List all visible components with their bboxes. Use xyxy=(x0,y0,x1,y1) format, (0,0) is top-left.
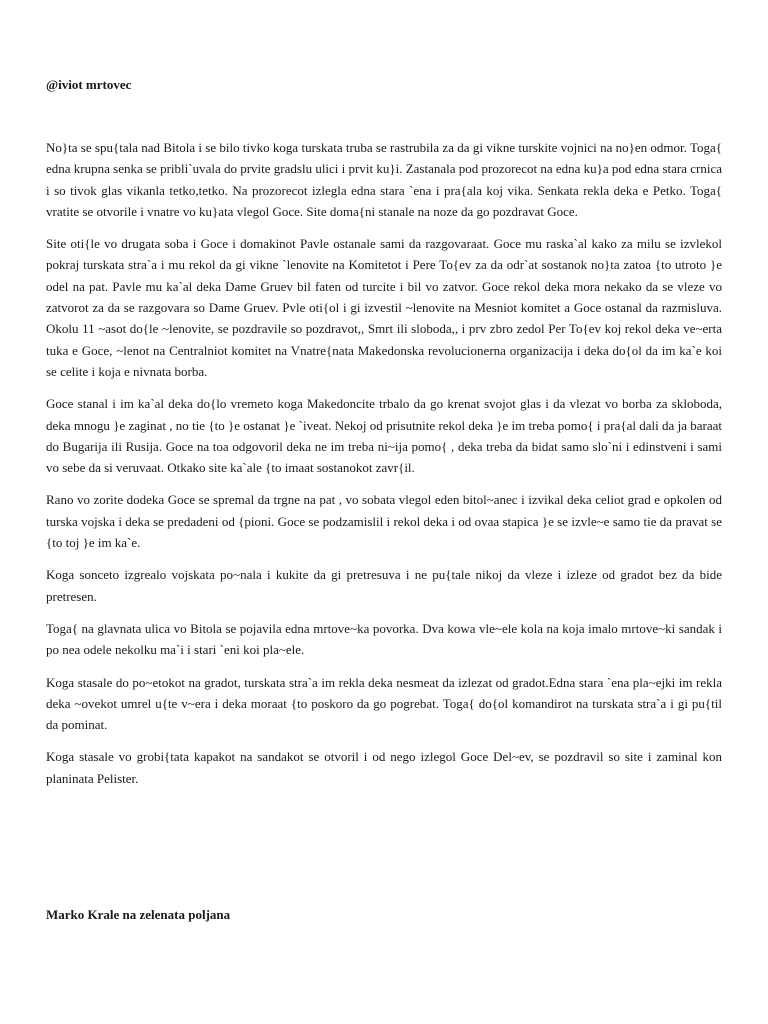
paragraph: Koga stasale vo grobi{tata kapakot na sandakot se otvoril i od nego izlegol Goce Del~ev, se pozdravil so site i zaminal kon planinata Pelister. xyxy=(46,749,722,786)
document-body xyxy=(46,137,722,800)
paragraph: Koga stasale do po~etokot na gradot, turskata stra`a im rekla deka nesmeat da izlezat od gradot.Edna stara `ena pla~ejki im rekla deka ~ovekot umrel u{te v~era i deka moraat {to poskoro da go pogrebat. Toga{ do{ol komandirot na turskata stra`a i gi pu{til da pominat. xyxy=(46,674,722,733)
section-heading: Marko Krale na zelenata poljana xyxy=(46,907,231,922)
paragraph: Goce stanal i im ka`al deka do{lo vremeto koga Makedoncite trbalo da go krenat svojot glas i da vlezat vo borba za skloboda, deka mnogu }e zaginat , no tie {to }e ostanat }e `iveat. Nekoj od prisutnite rekol deka }e im treba pomo{ i pra{al dali da ja baraat do Bugarija ili Rusija. Goce na toa odgovoril deka ne im treba ni~ija pomo{ , deka treba da bidat samo slo`ni i edinstveni i sami vo sebe da si veruvaat. Otkako site ka`ale {to imaat sostanokot zavr{il. xyxy=(46,396,722,476)
paragraph: No}ta se spu{tala nad Bitola i se bilo tivko koga turskata truba se rastrubila za da gi vikne turskite vojnici na no}en odmor. Toga{ edna krupna senka se pribli`uvala do prvite gradslu ulici i prvit ku}i. Zastanala pod prozorecot na edna ku}a pod edna stara crnica i so tivok glas vikanla tetko,tetko. Na prozorecot izlegla edna stara `ena i pra{ala koj vika. Senkata rekla deka e Petko. Toga{ vratite se otvorile i vnatre vo ku}ata vlegol Goce. Site doma{ni stanale na noze da go pozdravat Goce. xyxy=(46,140,722,219)
paragraph: Koga sonceto izgrealo vojskata po~nala i kukite da gi pretresuva i ne pu{tale nikoj da vleze i izleze od gradot bez da bide pretresen. xyxy=(46,567,722,604)
paragraph: Toga{ na glavnata ulica vo Bitola se pojavila edna mrtove~ka povorka. Dva kowa vle~ele kola na koja imalo mrtove~ki sandak i po nea odele nekolku ma`i i stari `eni koi pla~ele. xyxy=(46,620,722,658)
paragraph: Rano vo zorite dodeka Goce se spremal da trgne na pat , vo sobata vlegol eden bitol~anec i izvikal deka celiot grad e opkolen od turska vojska i deka se predadeni od {pioni. Goce se podzamislil i rekol deka i od ovaa stapica }e se izvle~e samo tie da pravat se {to toj }e im ka`e. xyxy=(46,492,722,551)
document-title: @iviot mrtovec xyxy=(46,77,132,92)
paragraph: Site oti{le vo drugata soba i Goce i domakinot Pavle ostanale sami da razgovaraat. Goce mu raska`al kako za milu se izvlekol pokraj turskata stra`a i mu rekol da gi vikne `lenovite na Komitetot i Pere To{ev za da odr`at sostanok no}ta zatoa {to utroto }e odel na pat. Pavle mu ka`al deka Dame Gruev bil faten od turcite i bil vo zatvor. Goce rekol deka mora nekako da se vleze vo zatvorot za da se razgovara so Dame Gruev. Pvle oti{ol i gi izvestil ~lenovite na Mesniot komitet a Goce ostanal da razmisluva. Okolu 11 ~asot do{le ~lenovite, se pozdravile so pozdravot,, Smrt ili sloboda,, i prv zbro zedol Per To{ev koj rekol deka ve~erta tuka e Goce, ~lenot na Centralniot komitet na Vnatre{nata Makedonska revolucionerna organizacija i deka do{ol da im ka`e koi se celite i koja e nivnata borba. xyxy=(46,236,722,379)
